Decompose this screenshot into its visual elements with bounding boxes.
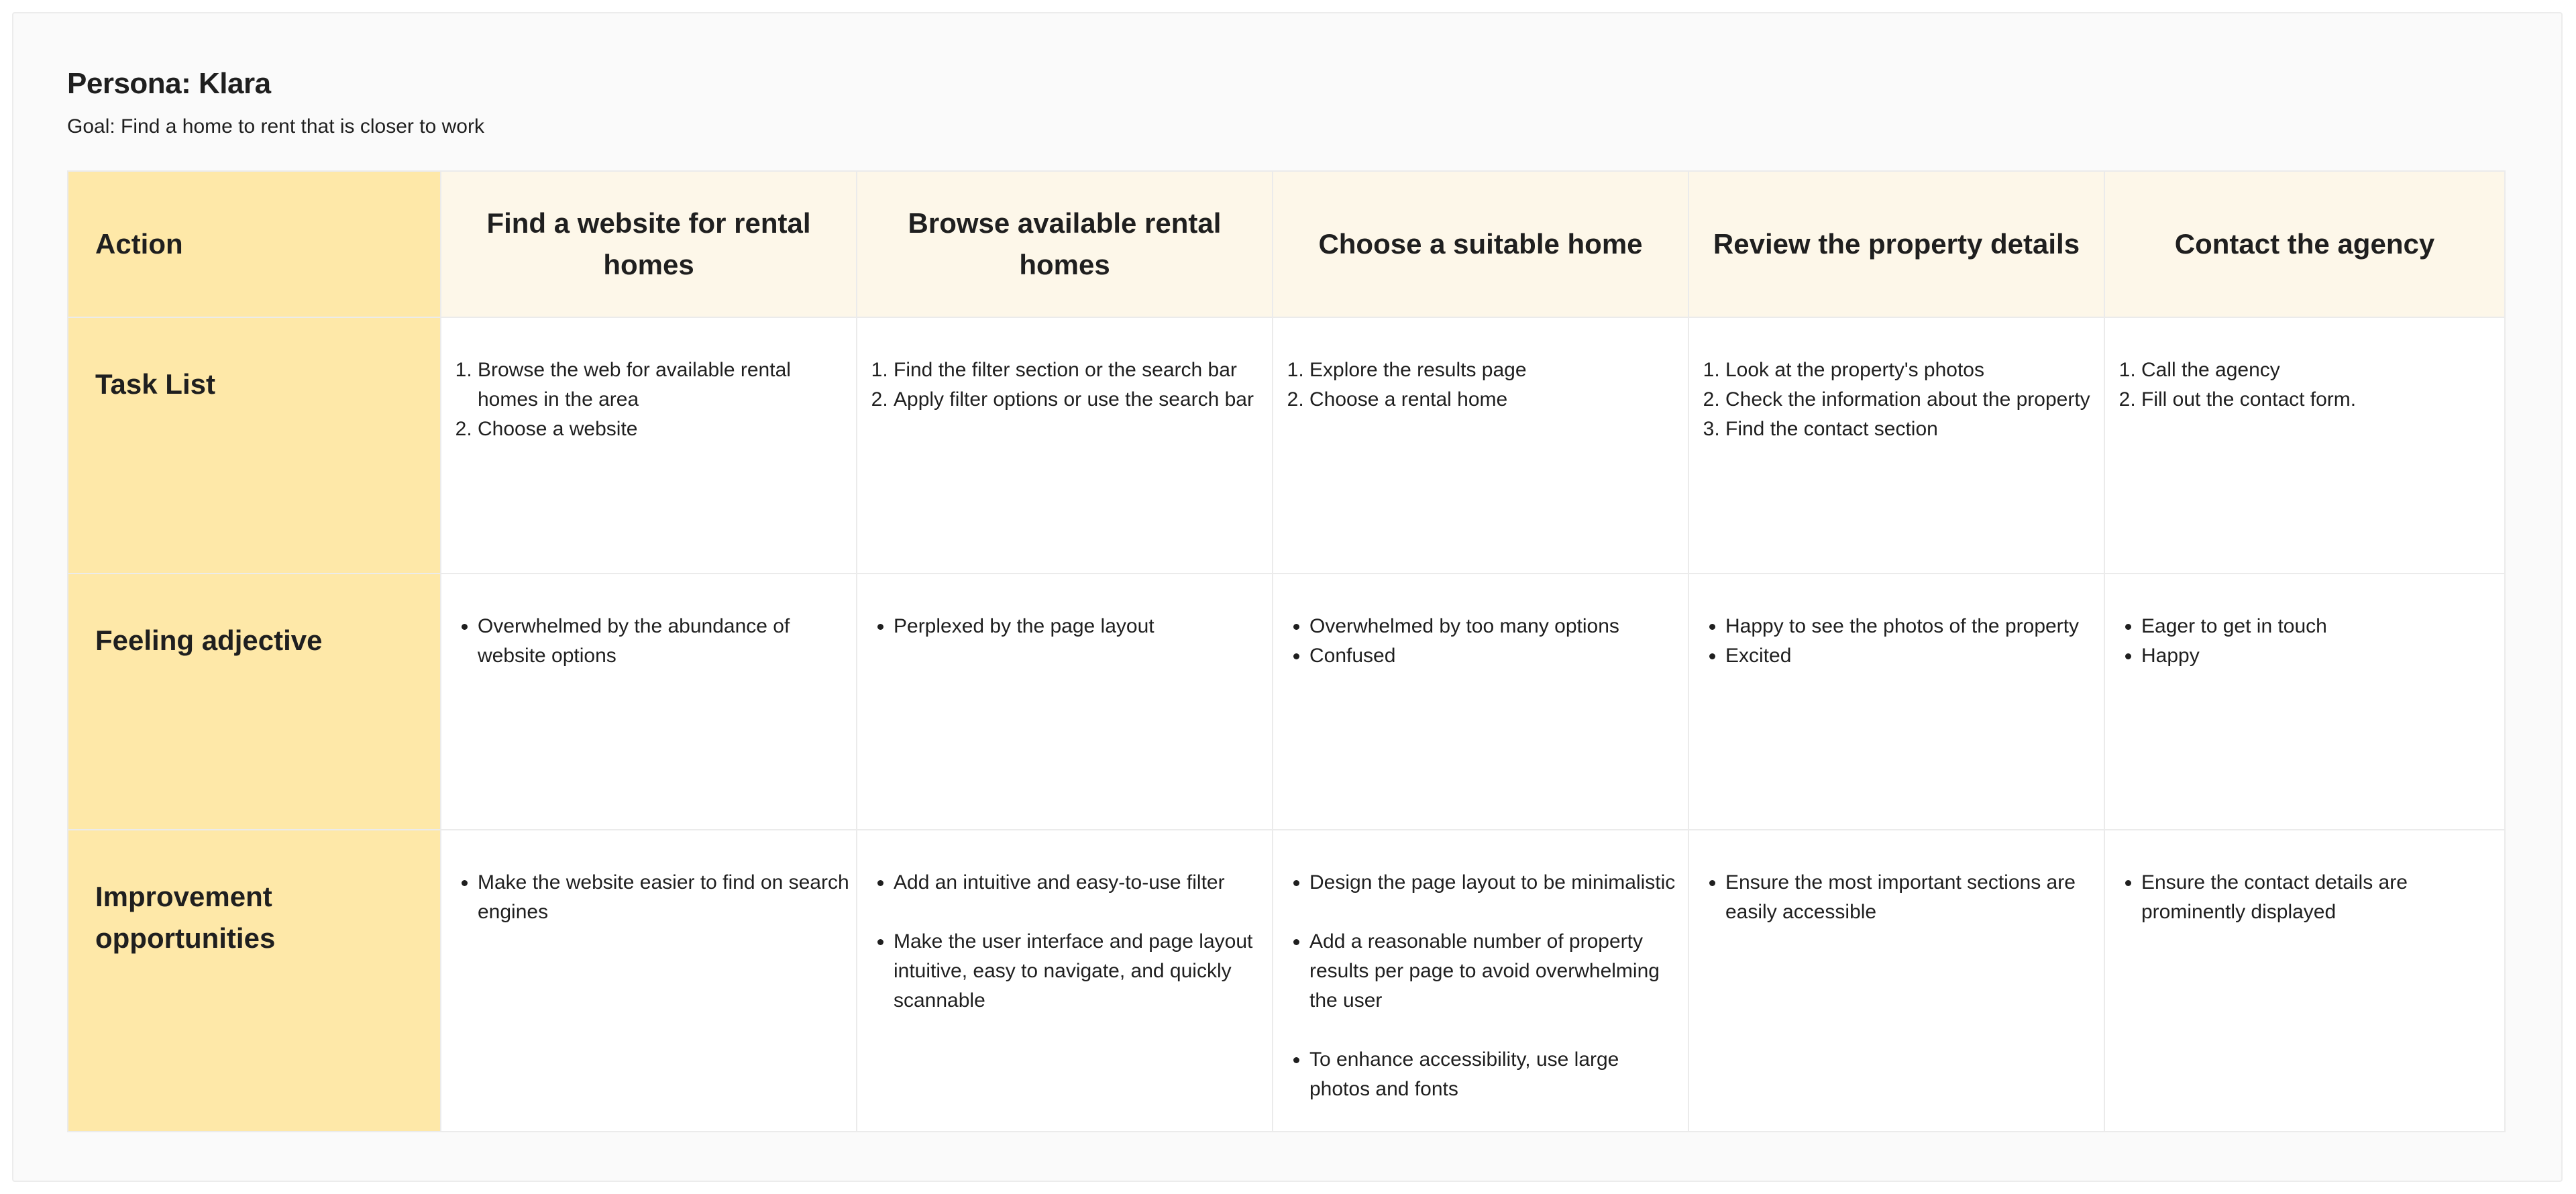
feeling-item: • Overwhelmed by too many options [1309,612,1681,641]
step-3-feelings [1273,574,1688,830]
step-2-tasks [857,317,1273,574]
feeling-list [1701,612,2097,671]
task-item: 1. Call the agency [2141,356,2498,385]
row-label-action: Action [68,171,441,317]
feeling-list [1285,612,1681,671]
journey-map-table [67,170,2506,1132]
journey-map-card [12,12,2563,1182]
step-5-improvements [2104,830,2505,1132]
row-label-improvement: Improvement opportunities [68,830,441,1132]
feeling-item: • Overwhelmed by the abundance of website options [478,612,849,671]
feeling-row [68,574,2505,830]
row-label-task-list: Task List [68,317,441,574]
step-1-action: Find a website for rental homes [441,171,857,317]
persona-goal: Goal: Find a home to rent that is closer to work [67,115,484,138]
task-item: 1. Find the filter section or the search bar [894,356,1265,385]
feeling-item: • Happy [2141,641,2498,671]
step-1-feelings [441,574,857,830]
persona-title: Persona: Klara [67,67,271,100]
task-item: 1. Explore the results page [1309,356,1681,385]
improvement-item: • To enhance accessibility, use large photos and fonts [1309,1045,1681,1104]
step-5-tasks [2104,317,2505,574]
task-list-row [68,317,2505,574]
row-label-feeling: Feeling adjective [68,574,441,830]
task-item: 2. Choose a website [478,415,849,444]
step-5-feelings [2104,574,2505,830]
step-3-tasks [1273,317,1688,574]
task-list [453,356,849,444]
feeling-list [869,612,1265,641]
feeling-item: • Perplexed by the page layout [894,612,1265,641]
improvement-item: • Design the page layout to be minimalistic [1309,868,1681,898]
improvement-list [2117,868,2498,927]
feeling-list [453,612,849,671]
improvement-list [869,868,1265,1016]
step-4-action: Review the property details [1688,171,2104,317]
task-item: 1. Look at the property's photos [1725,356,2097,385]
step-3-improvements [1273,830,1688,1132]
feeling-item: • Excited [1725,641,2097,671]
feeling-item: • Happy to see the photos of the property [1725,612,2097,641]
improvement-item: • Add an intuitive and easy-to-use filter [894,868,1265,898]
step-1-improvements [441,830,857,1132]
task-item: 2. Fill out the contact form. [2141,385,2498,415]
step-4-improvements [1688,830,2104,1132]
step-5-action: Contact the agency [2104,171,2505,317]
feeling-item: • Confused [1309,641,1681,671]
task-list [1285,356,1681,415]
task-list [2117,356,2498,415]
improvement-row [68,830,2505,1132]
step-3-action: Choose a suitable home [1273,171,1688,317]
improvement-list [453,868,849,927]
improvement-item: • Ensure the most important sections are easily accessible [1725,868,2097,927]
improvement-list [1285,868,1681,1104]
task-item: 1. Browse the web for available rental homes in the area [478,356,849,415]
step-2-action: Browse available rental homes [857,171,1273,317]
improvement-list [1701,868,2097,927]
feeling-item: • Eager to get in touch [2141,612,2498,641]
task-item: 3. Find the contact section [1725,415,2097,444]
improvement-item: • Add a reasonable number of property results per page to avoid overwhelming the user [1309,927,1681,1016]
step-4-feelings [1688,574,2104,830]
task-list [869,356,1265,415]
task-item: 2. Apply filter options or use the search bar [894,385,1265,415]
improvement-item: • Ensure the contact details are prominently displayed [2141,868,2498,927]
improvement-item: • Make the website easier to find on search engines [478,868,849,927]
step-4-tasks [1688,317,2104,574]
feeling-list [2117,612,2498,671]
task-item: 2. Check the information about the property [1725,385,2097,415]
action-row [68,171,2505,317]
step-1-tasks [441,317,857,574]
task-list [1701,356,2097,444]
step-2-improvements [857,830,1273,1132]
step-2-feelings [857,574,1273,830]
improvement-item: • Make the user interface and page layout intuitive, easy to navigate, and quickly scannable [894,927,1265,1016]
task-item: 2. Choose a rental home [1309,385,1681,415]
